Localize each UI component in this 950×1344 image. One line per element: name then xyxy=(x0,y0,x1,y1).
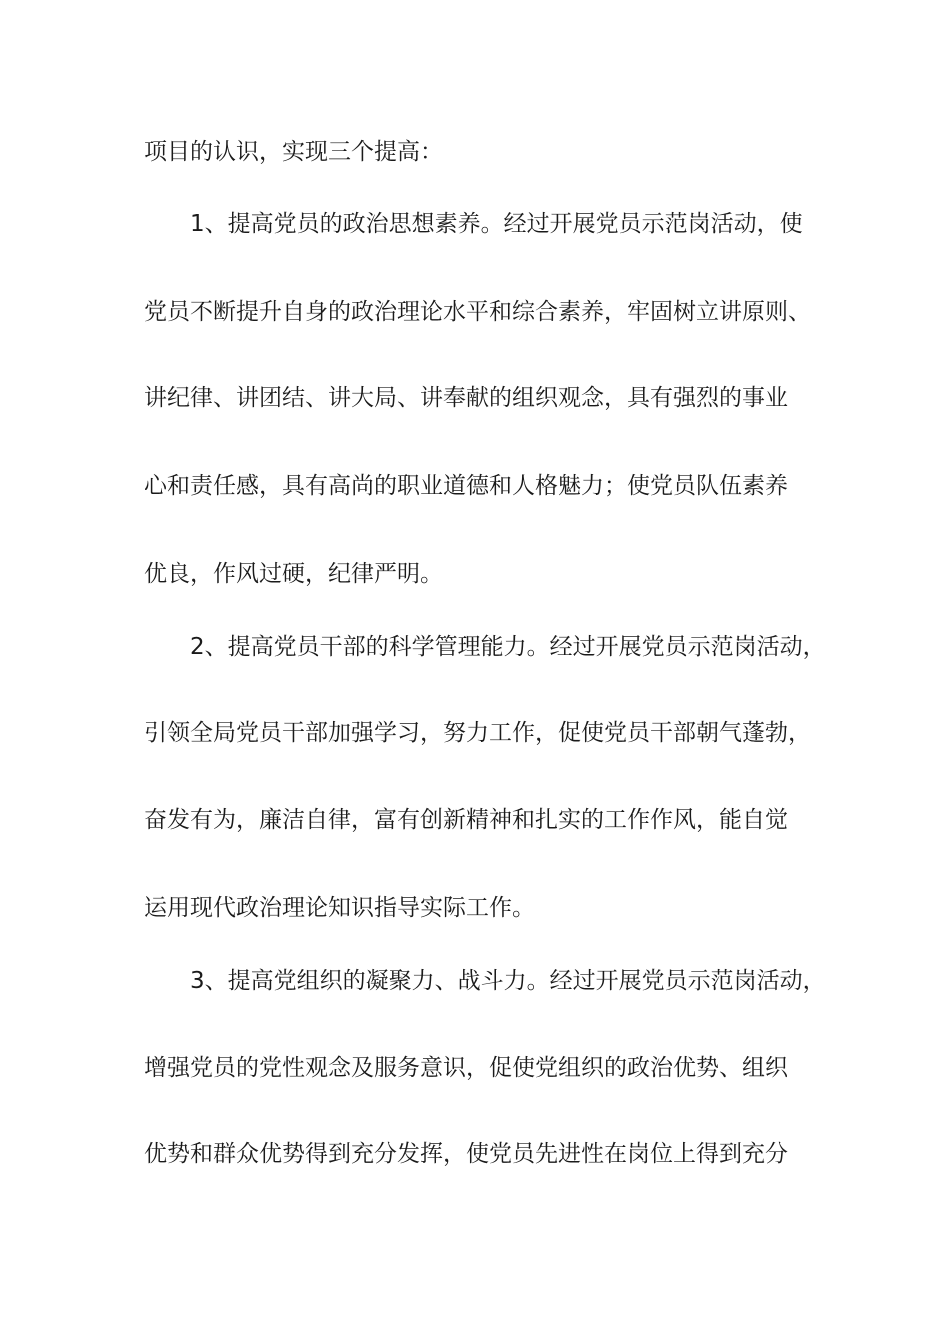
text-line: 优势和群众优势得到充分发挥，使党员先进性在岗位上得到充分 xyxy=(144,1141,788,1167)
text-line: 引领全局党员干部加强学习，努力工作，促使党员干部朝气蓬勃， xyxy=(144,720,811,746)
text-line: 党员不断提升自身的政治理论水平和综合素养，牢固树立讲原则、 xyxy=(144,299,811,325)
text-line: 增强党员的党性观念及服务意识，促使党组织的政治优势、组织 xyxy=(144,1055,788,1081)
text-line: 讲纪律、讲团结、讲大局、讲奉献的组织观念，具有强烈的事业 xyxy=(144,385,788,411)
text-line: 心和责任感，具有高尚的职业道德和人格魅力；使党员队伍素养 xyxy=(144,473,788,499)
paragraph-2-first-line: 2、提高党员干部的科学管理能力。经过开展党员示范岗活动， xyxy=(190,634,826,660)
text-line: 项目的认识，实现三个提高： xyxy=(144,139,443,165)
text-line: 运用现代政治理论知识指导实际工作。 xyxy=(144,895,535,921)
paragraph-3-first-line: 3、提高党组织的凝聚力、战斗力。经过开展党员示范岗活动， xyxy=(190,968,826,994)
text-line: 优良，作风过硬，纪律严明。 xyxy=(144,561,443,587)
text-line: 奋发有为，廉洁自律，富有创新精神和扎实的工作作风，能自觉 xyxy=(144,807,788,833)
paragraph-1-first-line: 1、提高党员的政治思想素养。经过开展党员示范岗活动，使 xyxy=(190,211,803,237)
